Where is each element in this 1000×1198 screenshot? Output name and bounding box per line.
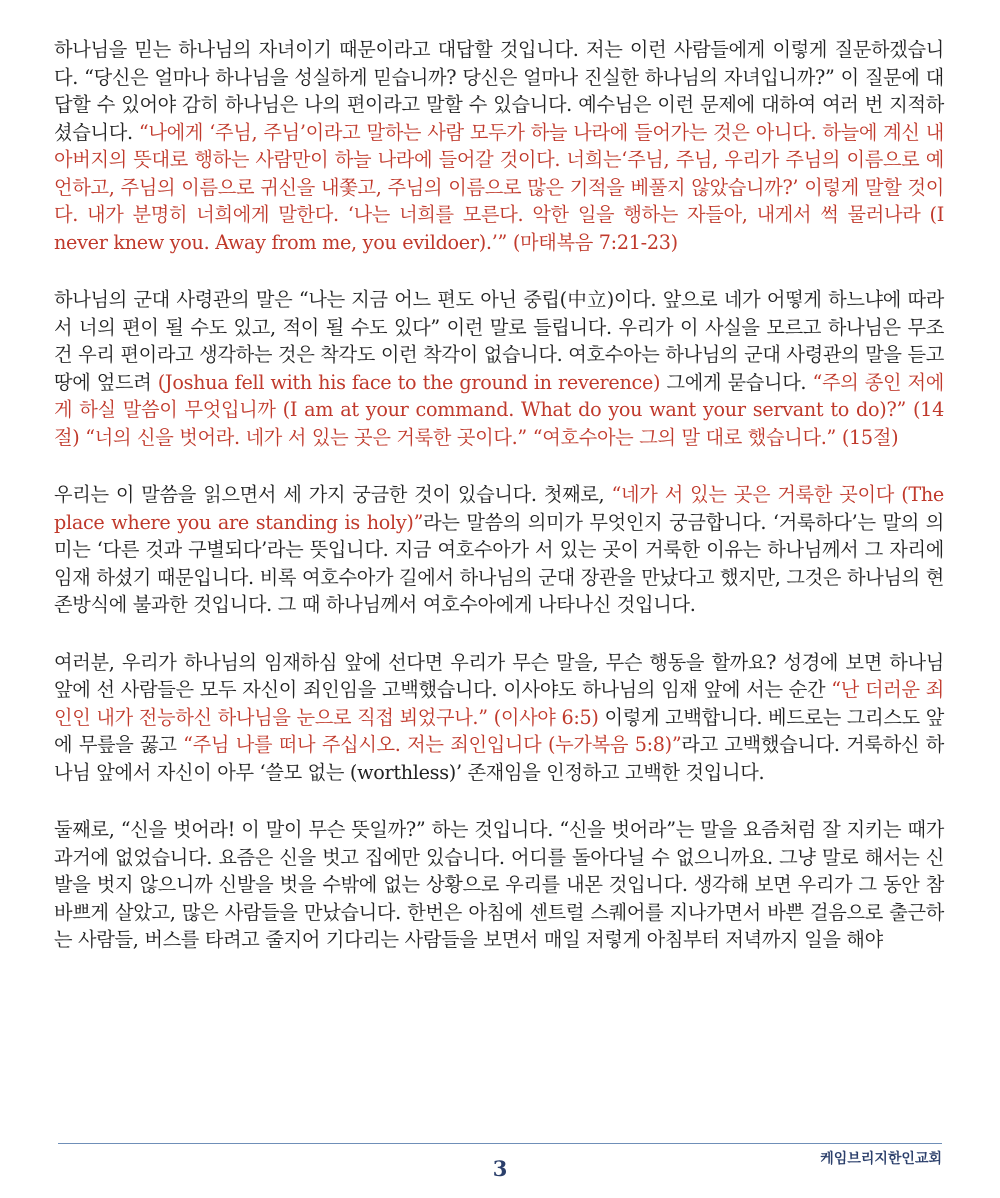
footer-divider [58, 1143, 942, 1144]
scripture-quote: “주님 나를 떠나 주십시오. 저는 죄인입니다 (누가복음 5:8)” [183, 733, 682, 756]
paragraph-text: 하나님을 믿는 하나님의 자녀이기 때문이라고 대답할 것입니다. 저는 이런 사람들에게 이렇게 질문하겠습니다. “당신은 얼마나 하나님을 성실하게 믿습니까? 당신은 얼마나 진실한 하나님의 자녀입니까?” 이 질문에 대답할 수 있어야 감히 하나님은 나의 편이라고 말할 수 있습니다. 예수님은 이런 문제에 대하여 여러 번 지적하셨습니다. [54, 38, 944, 144]
church-name: 케임브리지한인교회 [820, 1151, 942, 1167]
paragraph-4 [54, 649, 944, 787]
paragraph-text: 이렇게 고백합니다. 베드로는 그리스도 앞에 무릎을 꿇고 [54, 705, 944, 756]
paragraph-text: 우리는 이 말씀을 읽으면서 세 가지 궁금한 것이 있습니다. 첫째로, [54, 483, 612, 506]
scripture-quote: “나에게 ‘주님, 주님’이라고 말하는 사람 모두가 하늘 나라에 들어가는 것은 아니다. 하늘에 계신 내 아버지의 뜻대로 행하는 사람만이 하늘 나라에 들어갈 것이다. 너희는‘주님, 주님, 우리가 주님의 이름으로 예언하고, 주님의 이름으로 귀신을 내쫓고, 주님의 이름으로 많은 기적을 베풀지 않았습니까?’ 이렇게 말할 것이다. 내가 분명히 너희에게 말한다. ‘나는 너희를 모른다. 악한 일을 행하는 자들아, 내게서 썩 물러나라 (I never knew you. Away from me, you evildoer).’” (마태복음 7:21-23) [54, 120, 944, 254]
paragraph-text: 라는 말씀의 의미가 무엇인지 궁금합니다. ‘거룩하다’는 말의 의미는 ‘다른 것과 구별되다’라는 뜻입니다. 지금 여호수아가 서 있는 곳이 거룩한 이유는 하나님께서 그 자리에 임재 하셨기 때문입니다. 비록 여호수아가 길에서 하나님의 군대 장관을 만났다고 했지만, 그것은 하나님의 현존방식에 불과한 것입니다. 그 때 하나님께서 여호수아에게 나타나신 것입니다. [54, 510, 944, 616]
paragraph-text: 둘째로, “신을 벗어라! 이 말이 무슨 뜻일까?” 하는 것입니다. “신을 벗어라”는 말을 요즘처럼 잘 지키는 때가 과거에 없었습니다. 요즘은 신을 벗고 집에만 있습니다. 어디를 돌아다닐 수 없으니까요. 그냥 말로 해서는 신발을 벗지 않으니까 신발을 벗을 수밖에 없는 상황으로 우리를 내몬 것입니다. 생각해 보면 우리가 그 동안 참 바쁘게 살았고, 많은 사람들을 만났습니다. 한번은 아침에 센트럴 스퀘어를 지나가면서 바쁜 걸음으로 출근하는 사람들, 버스를 타려고 줄지어 기다리는 사람들을 보면서 매일 저렇게 아침부터 저녁까지 일을 해야 [54, 818, 944, 951]
paragraph-3 [54, 481, 944, 619]
paragraph-text: 그에게 묻습니다. [660, 370, 813, 394]
document-body [54, 36, 944, 984]
paragraph-text: 여러분, 우리가 하나님의 임재하심 앞에 선다면 우리가 무슨 말을, 무슨 행동을 할까요? 성경에 보면 하나님 앞에 선 사람들은 모두 자신이 죄인임을 고백했습니다. 이사야도 하나님의 임재 앞에 서는 순간 [54, 650, 944, 701]
page-number: 3 [492, 1156, 508, 1181]
scripture-quote: (Joshua fell with his face to the ground in reverence) [157, 370, 661, 394]
paragraph-2 [54, 286, 944, 451]
paragraph-text: 라고 고백했습니다. 거룩하신 하나님 앞에서 자신이 아무 ‘쓸모 없는 (worthless)’ 존재임을 인정하고 고백한 것입니다. [54, 733, 944, 784]
scripture-quote: “난 더러운 죄인인 내가 전능하신 하나님을 눈으로 직접 뵈었구나.” (이사야 6:5) [54, 678, 944, 729]
paragraph-5 [54, 816, 944, 954]
scripture-quote: “주의 종인 저에게 하실 말씀이 무엇입니까 (I am at your command. What do you want your servant to do)?” (14절) “너의 신을 벗어라. 네가 서 있는 곳은 거룩한 곳이다.” “여호수아는 그의 말 대로 했습니다.” (15절) [54, 370, 944, 449]
paragraph-text: 하나님의 군대 사령관의 말은 “나는 지금 어느 편도 아닌 중립(中立)이다. 앞으로 네가 어떻게 하느냐에 따라서 너의 편이 될 수도 있고, 적이 될 수도 있다” 이런 말로 들립니다. 우리가 이 사실을 모르고 하나님은 무조건 우리 편이라고 생각하는 것은 착각도 이런 착각이 없습니다. 여호수아는 하나님의 군대 사령관의 말을 듣고 땅에 엎드려 [54, 288, 944, 394]
paragraph-1 [54, 36, 944, 256]
scripture-quote: “네가 서 있는 곳은 거룩한 곳이다 (The place where you are standing is holy)” [54, 483, 944, 534]
